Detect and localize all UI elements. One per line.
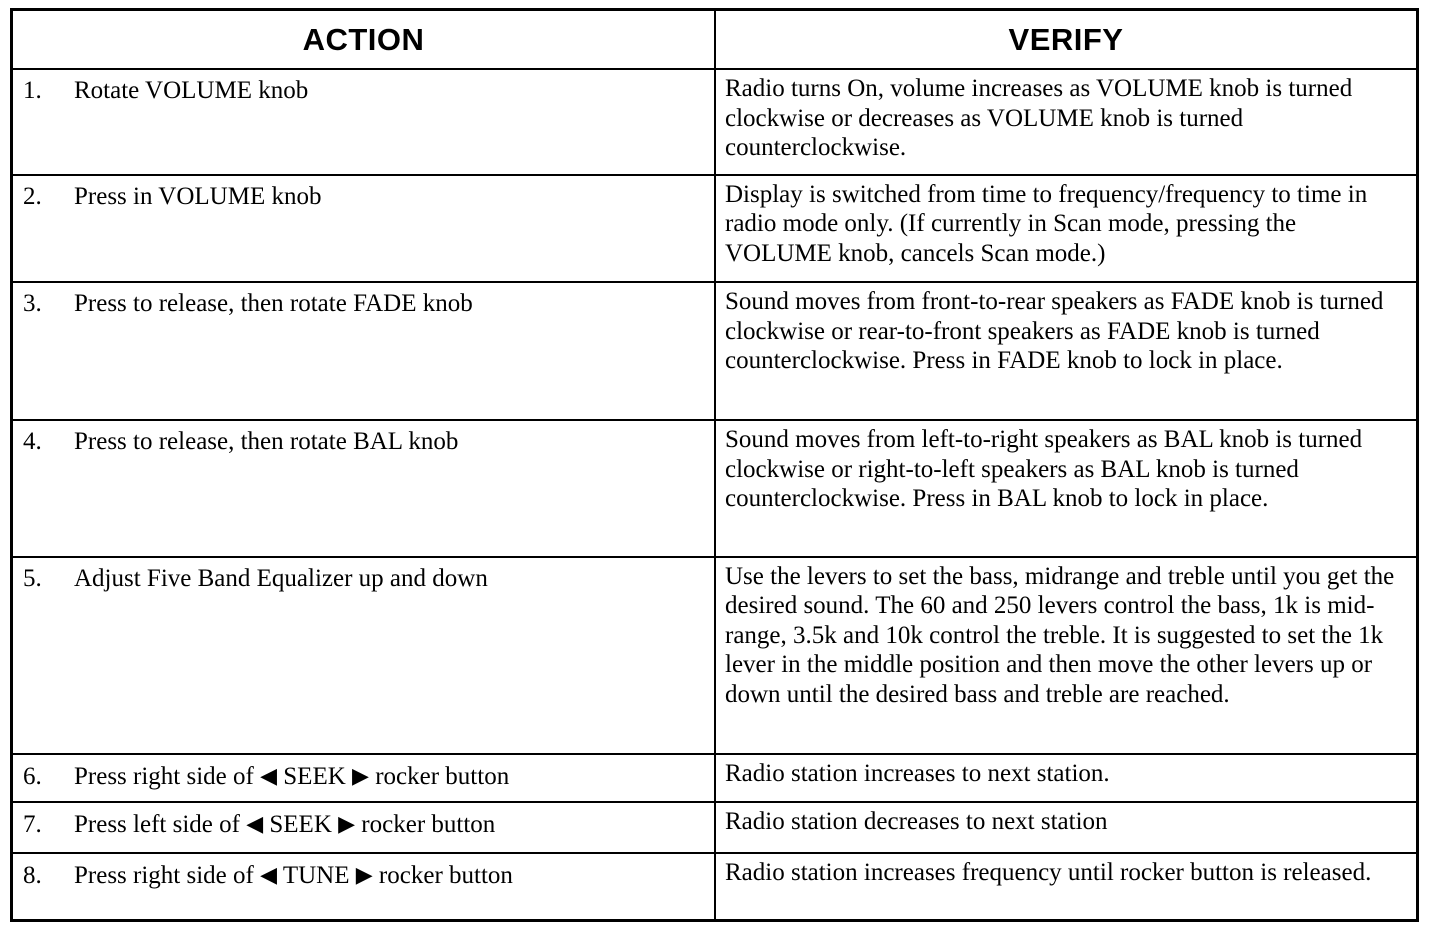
verify-cell: Display is switched from time to frequency/frequency to time in radio mode only. (If currently in Scan mode, pressing the VOLUME knob, cancels Scan mode.) (715, 175, 1416, 283)
step-number: 3. (23, 290, 42, 318)
table-row (13, 853, 1416, 919)
table-row (13, 175, 1416, 283)
action-cell (13, 69, 715, 175)
action-cell (13, 282, 715, 420)
verify-cell: Radio station increases to next station. (715, 754, 1416, 802)
action-text-suffix: rocker button (378, 861, 513, 889)
step-number: 5. (23, 564, 42, 592)
control-name: SEEK (283, 763, 346, 791)
action-text: Press to release, then rotate FADE knob (74, 290, 473, 318)
action-cell (13, 754, 715, 802)
action-column-header: ACTION (13, 11, 715, 69)
verify-column-header: VERIFY (715, 11, 1416, 69)
action-text-prefix: Press left side of (74, 811, 240, 839)
action-cell (13, 175, 715, 283)
step-number: 8. (23, 861, 42, 889)
right-triangle-icon: ▶ (355, 861, 373, 887)
table-row (13, 69, 1416, 175)
table-header-row (13, 11, 1416, 69)
step-number: 1. (23, 77, 42, 105)
table-row (13, 557, 1416, 754)
verify-cell: Radio station increases frequency until rocker button is released. (715, 853, 1416, 919)
right-triangle-icon: ▶ (338, 811, 356, 837)
action-text: Rotate VOLUME knob (74, 77, 309, 105)
control-name: TUNE (282, 861, 350, 889)
table-row (13, 754, 1416, 802)
step-number: 6. (23, 763, 42, 791)
step-number: 7. (23, 811, 42, 839)
table-row (13, 420, 1416, 557)
left-triangle-icon: ◀ (246, 811, 264, 837)
step-number: 2. (23, 182, 42, 210)
action-verify-table-frame (10, 8, 1419, 922)
action-text-prefix: Press right side of (74, 763, 254, 791)
table-row (13, 802, 1416, 852)
verify-cell: Sound moves from front-to-rear speakers as FADE knob is turned clockwise or rear-to-front speakers as FADE knob is turned counterclockwise. Press in FADE knob to lock in place. (715, 282, 1416, 420)
verify-cell: Radio station decreases to next station (715, 802, 1416, 852)
action-cell (13, 557, 715, 754)
left-triangle-icon: ◀ (260, 763, 278, 789)
left-triangle-icon: ◀ (260, 861, 278, 887)
action-text: Press to release, then rotate BAL knob (74, 428, 459, 456)
action-cell (13, 420, 715, 557)
verify-cell: Sound moves from left-to-right speakers as BAL knob is turned clockwise or right-to-left speakers as BAL knob is turned counterclockwise. Press in BAL knob to lock in place. (715, 420, 1416, 557)
action-text-suffix: rocker button (375, 763, 510, 791)
action-text-suffix: rocker button (361, 811, 496, 839)
verify-cell: Use the levers to set the bass, midrange and treble until you get the desired sound. The 60 and 250 levers control the bass, 1k is mid-range, 3.5k and 10k control the treble. It is suggested to set the 1k lever in the middle position and then move the other levers up or down until the desired bass and treble are reached. (715, 557, 1416, 754)
action-text: Press in VOLUME knob (74, 182, 322, 210)
action-verify-table (13, 11, 1416, 919)
action-text-prefix: Press right side of (74, 861, 254, 889)
right-triangle-icon: ▶ (352, 763, 369, 789)
action-text: Adjust Five Band Equalizer up and down (74, 564, 488, 592)
action-cell (13, 802, 715, 852)
table-row (13, 282, 1416, 420)
control-name: SEEK (269, 811, 332, 839)
verify-cell: Radio turns On, volume increases as VOLUME knob is turned clockwise or decreases as VOLUME knob is turned counterclockwise. (715, 69, 1416, 175)
step-number: 4. (23, 428, 42, 456)
action-cell (13, 853, 715, 919)
